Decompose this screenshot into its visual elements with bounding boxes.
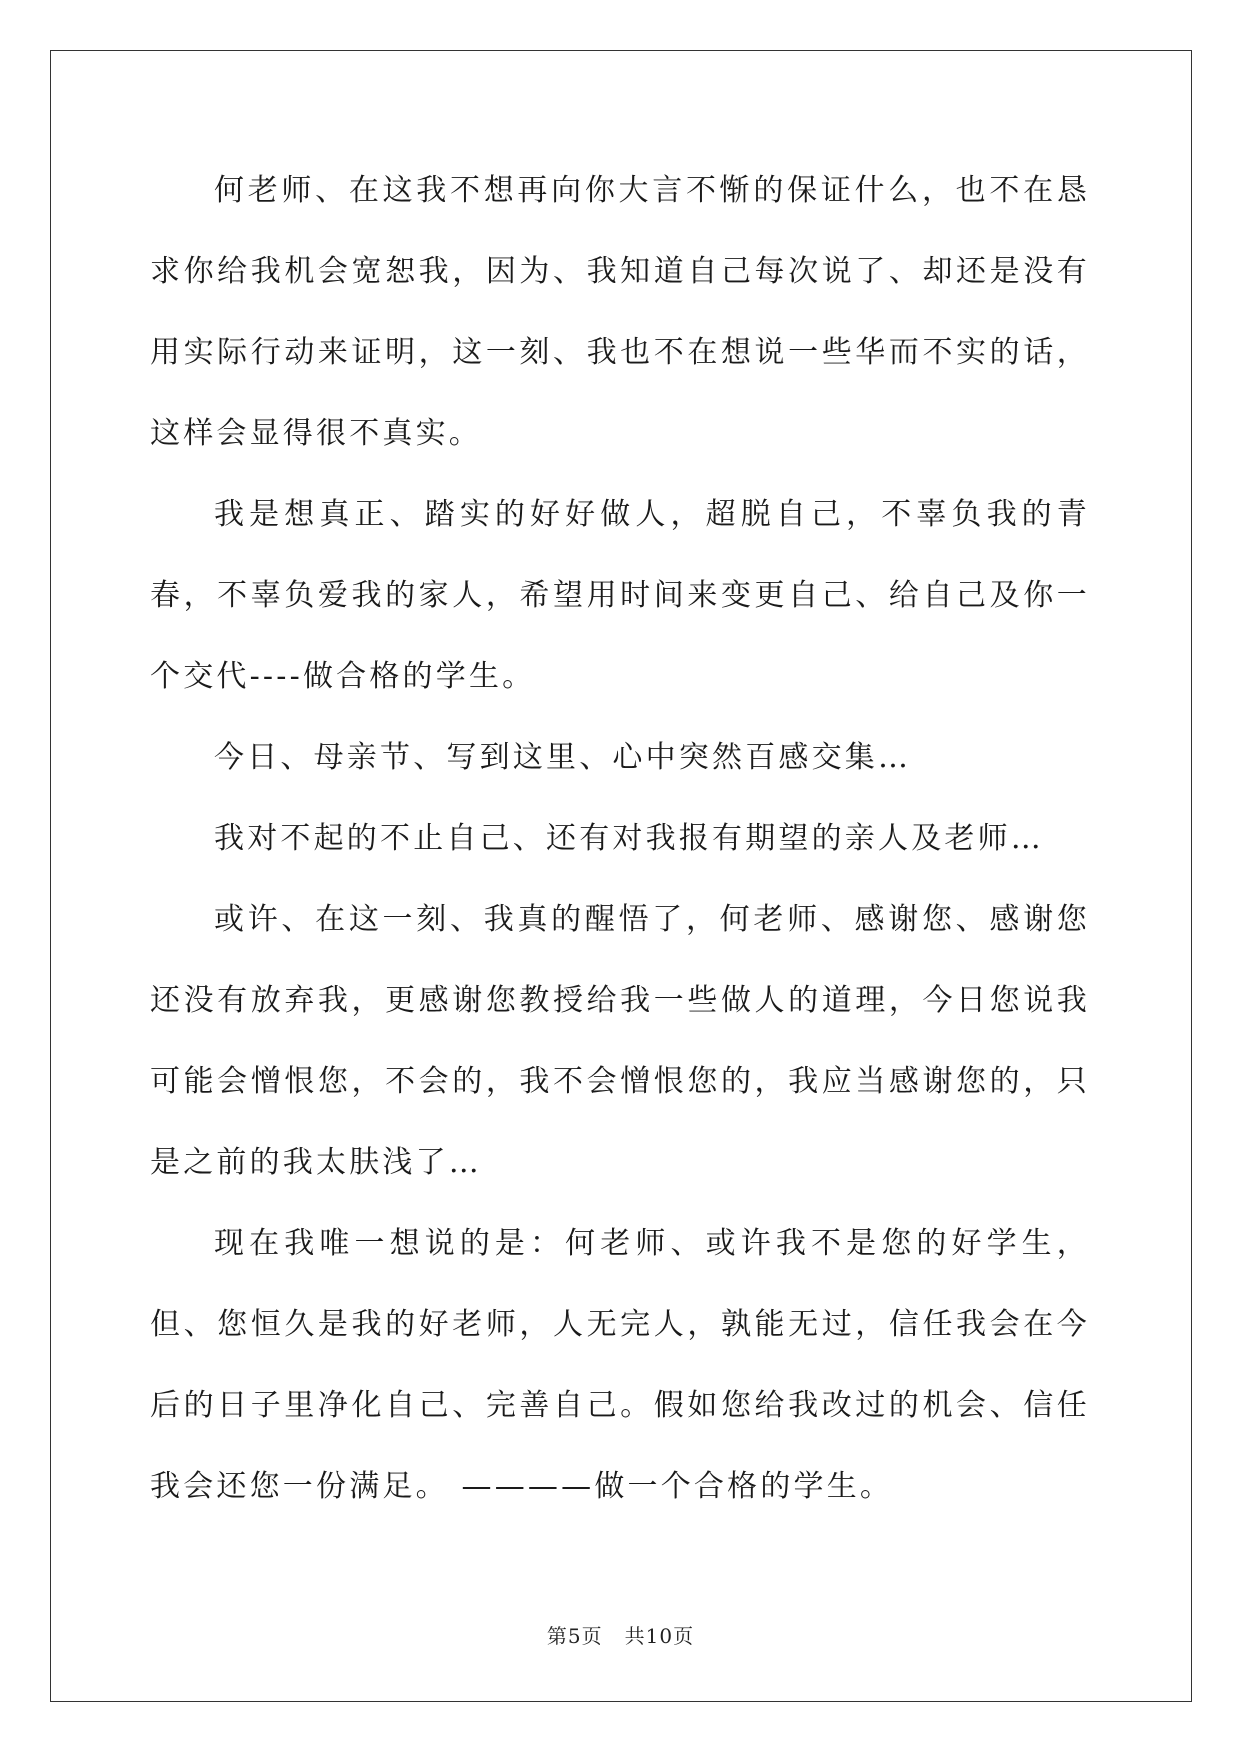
page-footer xyxy=(0,1620,1241,1649)
paragraph-2: 我是想真正、踏实的好好做人，超脱自己，不辜负我的青春，不辜负爱我的家人，希望用时间来变更自己、给自己及你一个交代----做合格的学生。 xyxy=(150,497,1090,694)
page-number: 第5页 xyxy=(546,1624,603,1648)
paragraph-1: 何老师、在这我不想再向你大言不惭的保证什么，也不在恳求你给我机会宽恕我，因为、我知道自己每次说了、却还是没有用实际行动来证明，这一刻、我也不在想说一些华而不实的话，这样会显得很不真实。 xyxy=(150,173,1090,451)
paragraph-5: 或许、在这一刻、我真的醒悟了，何老师、感谢您、感谢您还没有放弃我，更感谢您教授给我一些做人的道理，今日您说我可能会憎恨您，不会的，我不会憎恨您的，我应当感谢您的，只是之前的我太肤浅了… xyxy=(150,902,1090,1180)
paragraph-4: 我对不起的不止自己、还有对我报有期望的亲人及老师… xyxy=(214,821,1044,856)
paragraph-6: 现在我唯一想说的是：何老师、或许我不是您的好学生，但、您恒久是我的好老师，人无完人，孰能无过，信任我会在今后的日子里净化自己、完善自己。假如您给我改过的机会、信任我会还您一份满足。 ————做一个合格的学生。 xyxy=(150,1226,1090,1504)
document-body xyxy=(150,150,1090,1527)
page-total: 共10页 xyxy=(624,1624,695,1648)
paragraph-3: 今日、母亲节、写到这里、心中突然百感交集… xyxy=(214,740,912,775)
